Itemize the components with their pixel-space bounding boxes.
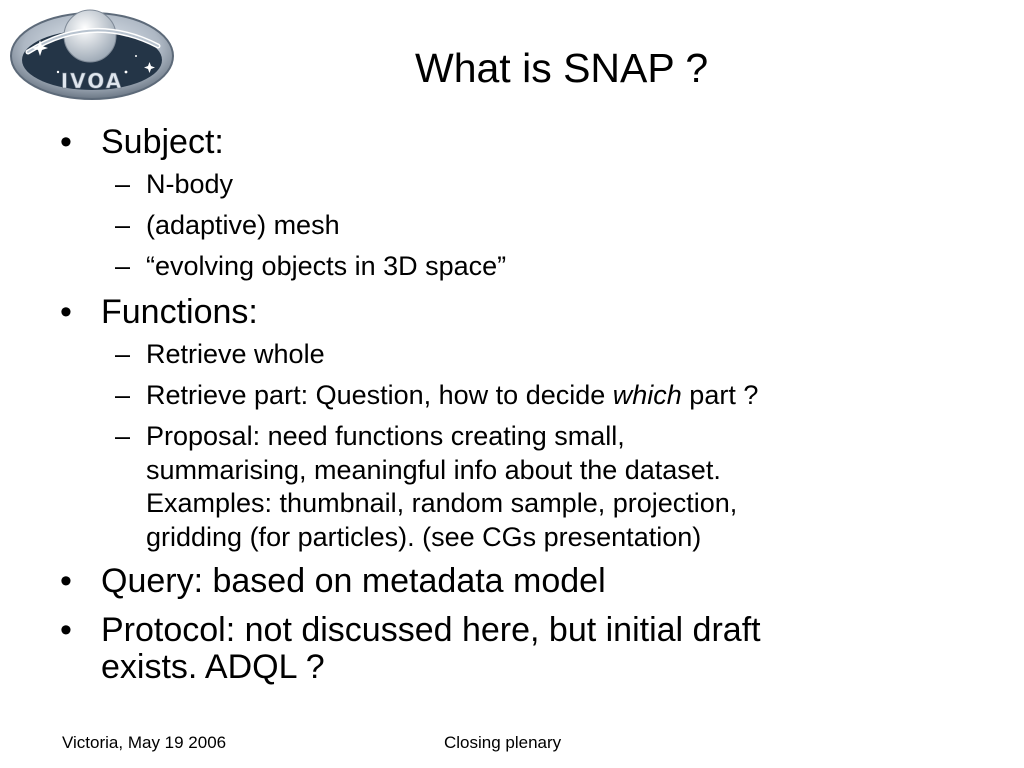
emphasis-which: which	[612, 380, 682, 410]
sub-bullet-text: Retrieve whole	[146, 339, 325, 369]
sub-bullet-text	[146, 379, 758, 412]
ivoa-logo	[8, 6, 176, 102]
dash: –	[115, 339, 131, 369]
bullet-dot: •	[60, 562, 72, 600]
logo-text: IVOA	[60, 69, 124, 93]
protocol-line: Protocol: not discussed here, but initial draft	[101, 611, 761, 649]
proposal-line: gridding (for particles). (see CGs presentation)	[146, 522, 702, 552]
dash: –	[115, 210, 131, 240]
sub-bullet-text: (adaptive) mesh	[146, 210, 340, 240]
dash: –	[115, 380, 131, 410]
sub-bullet-text: N-body	[146, 169, 234, 199]
slide-title: What is SNAP ?	[415, 45, 709, 91]
bullet-dot: •	[60, 123, 72, 161]
sub-bullet-text: “evolving objects in 3D space”	[146, 251, 507, 281]
proposal-line: Proposal: need functions creating small,	[146, 421, 625, 451]
bullet-dot: •	[60, 611, 72, 649]
dash: –	[115, 251, 131, 281]
bullet-text: Subject:	[101, 123, 224, 161]
bullet-dot: •	[60, 293, 72, 331]
text-run: Retrieve part: Question, how to decide	[146, 380, 613, 410]
dash: –	[115, 169, 131, 199]
proposal-line: summarising, meaningful info about the dataset.	[146, 455, 721, 485]
footer-left: Victoria, May 19 2006	[62, 733, 227, 752]
text-run: part ?	[681, 380, 759, 410]
dash: –	[115, 421, 131, 451]
bullet-text: Query: based on metadata model	[101, 562, 606, 600]
bullet-text: Functions:	[101, 293, 258, 331]
proposal-line: Examples: thumbnail, random sample, projection,	[146, 488, 738, 518]
protocol-line: exists. ADQL ?	[101, 648, 325, 686]
footer-center: Closing plenary	[444, 733, 562, 752]
